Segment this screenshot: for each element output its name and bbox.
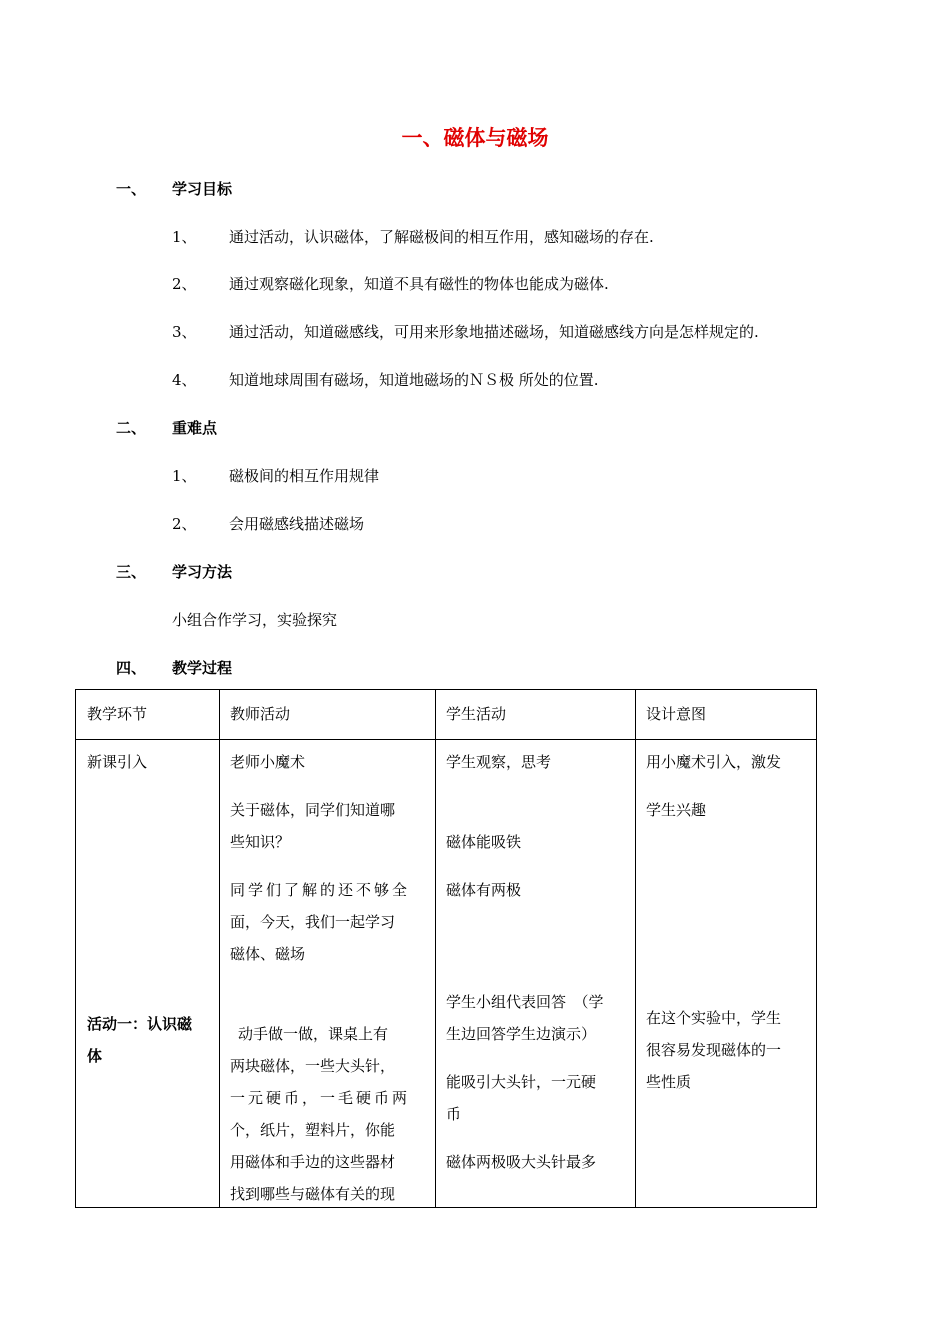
teaching-process-table — [75, 689, 817, 1208]
intent-line: 在这个实验中，学生 — [646, 1009, 782, 1027]
section-heading-process: 教学过程 — [172, 659, 233, 677]
teacher-line: 同学们了解的还不够全 — [230, 881, 411, 899]
stage-activity-one-line2: 体 — [87, 1047, 103, 1065]
keypoint-number: 1、 — [172, 467, 197, 485]
teacher-line: 找到哪些与磁体有关的现 — [230, 1185, 396, 1203]
student-line: 学生小组代表回答 （学 — [446, 993, 604, 1011]
table-row — [76, 740, 817, 1208]
goal-number: 2、 — [172, 275, 197, 293]
goal-number: 1、 — [172, 228, 197, 246]
method-text: 小组合作学习，实验探究 — [172, 611, 338, 629]
table-header-cell — [76, 690, 220, 740]
keypoint-text: 会用磁感线描述磁场 — [229, 515, 365, 533]
table-header-cell — [220, 690, 436, 740]
student-line: 学生观察，思考 — [446, 753, 552, 771]
section-heading-method: 学习方法 — [172, 563, 233, 581]
goal-text: 通过活动，知道磁感线，可用来形象地描述磁场，知道磁感线方向是怎样规定的. — [229, 323, 759, 341]
teacher-line: 面，今天，我们一起学习 — [230, 913, 396, 931]
section-number-2: 二、 — [116, 419, 147, 437]
intent-line: 学生兴趣 — [646, 801, 707, 819]
teacher-line: 动手做一做，课桌上有 — [238, 1025, 389, 1043]
intent-line: 用小魔术引入，激发 — [646, 753, 782, 771]
teacher-line: 两块磁体，一些大头针， — [230, 1057, 396, 1075]
goal-text: 通过观察磁化现象，知道不具有磁性的物体也能成为磁体. — [229, 275, 609, 293]
teacher-line: 个，纸片，塑料片，你能 — [230, 1121, 396, 1139]
goal-text: 通过活动，认识磁体，了解磁极间的相互作用，感知磁场的存在. — [229, 228, 654, 246]
goal-text: 知道地球周围有磁场，知道地磁场的ＮＳ极 所处的位置. — [229, 371, 599, 389]
student-line: 磁体有两极 — [446, 881, 522, 899]
teacher-line: 关于磁体，同学们知道哪 — [230, 801, 396, 819]
student-line: 能吸引大头针，一元硬 — [446, 1073, 597, 1091]
section-heading-keypoints: 重难点 — [172, 419, 218, 437]
teacher-line: 些知识？ — [230, 833, 291, 851]
section-heading-goals: 学习目标 — [172, 180, 233, 198]
intent-line: 很容易发现磁体的一 — [646, 1041, 782, 1059]
table-cell-teacher — [220, 740, 436, 1208]
header-stage: 教学环节 — [87, 705, 148, 723]
header-teacher: 教师活动 — [230, 705, 291, 723]
stage-activity-one — [87, 1008, 192, 1040]
table-header-cell — [436, 690, 636, 740]
page-title: 一、磁体与磁场 — [401, 125, 549, 150]
header-student: 学生活动 — [446, 705, 507, 723]
teacher-line: 老师小魔术 — [230, 753, 306, 771]
header-intent: 设计意图 — [646, 705, 707, 723]
teacher-line: 一元硬币，一毛硬币两 — [230, 1089, 411, 1107]
section-number-3: 三、 — [116, 563, 147, 581]
student-line: 磁体能吸铁 — [446, 833, 522, 851]
student-line: 生边回答学生边演示） — [446, 1025, 597, 1043]
section-number-1: 一、 — [116, 180, 147, 198]
teacher-line: 用磁体和手边的这些器材 — [230, 1153, 396, 1171]
section-number-4: 四、 — [116, 659, 147, 677]
table-cell-student — [436, 740, 636, 1208]
table-cell-stage — [76, 740, 220, 1208]
keypoint-text: 磁极间的相互作用规律 — [229, 467, 380, 485]
table-cell-intent — [636, 740, 817, 1208]
keypoint-number: 2、 — [172, 515, 197, 533]
stage-intro: 新课引入 — [87, 753, 148, 771]
goal-number: 3、 — [172, 323, 197, 341]
table-header-cell — [636, 690, 817, 740]
goal-number: 4、 — [172, 371, 197, 389]
student-line: 币 — [446, 1105, 462, 1123]
stage-activity-one-line1: 活动一：认识磁 — [87, 1015, 193, 1033]
intent-line: 些性质 — [646, 1073, 692, 1091]
student-line: 磁体两极吸大头针最多 — [446, 1153, 597, 1171]
teacher-line: 磁体、磁场 — [230, 945, 306, 963]
table-header-row — [76, 690, 817, 740]
